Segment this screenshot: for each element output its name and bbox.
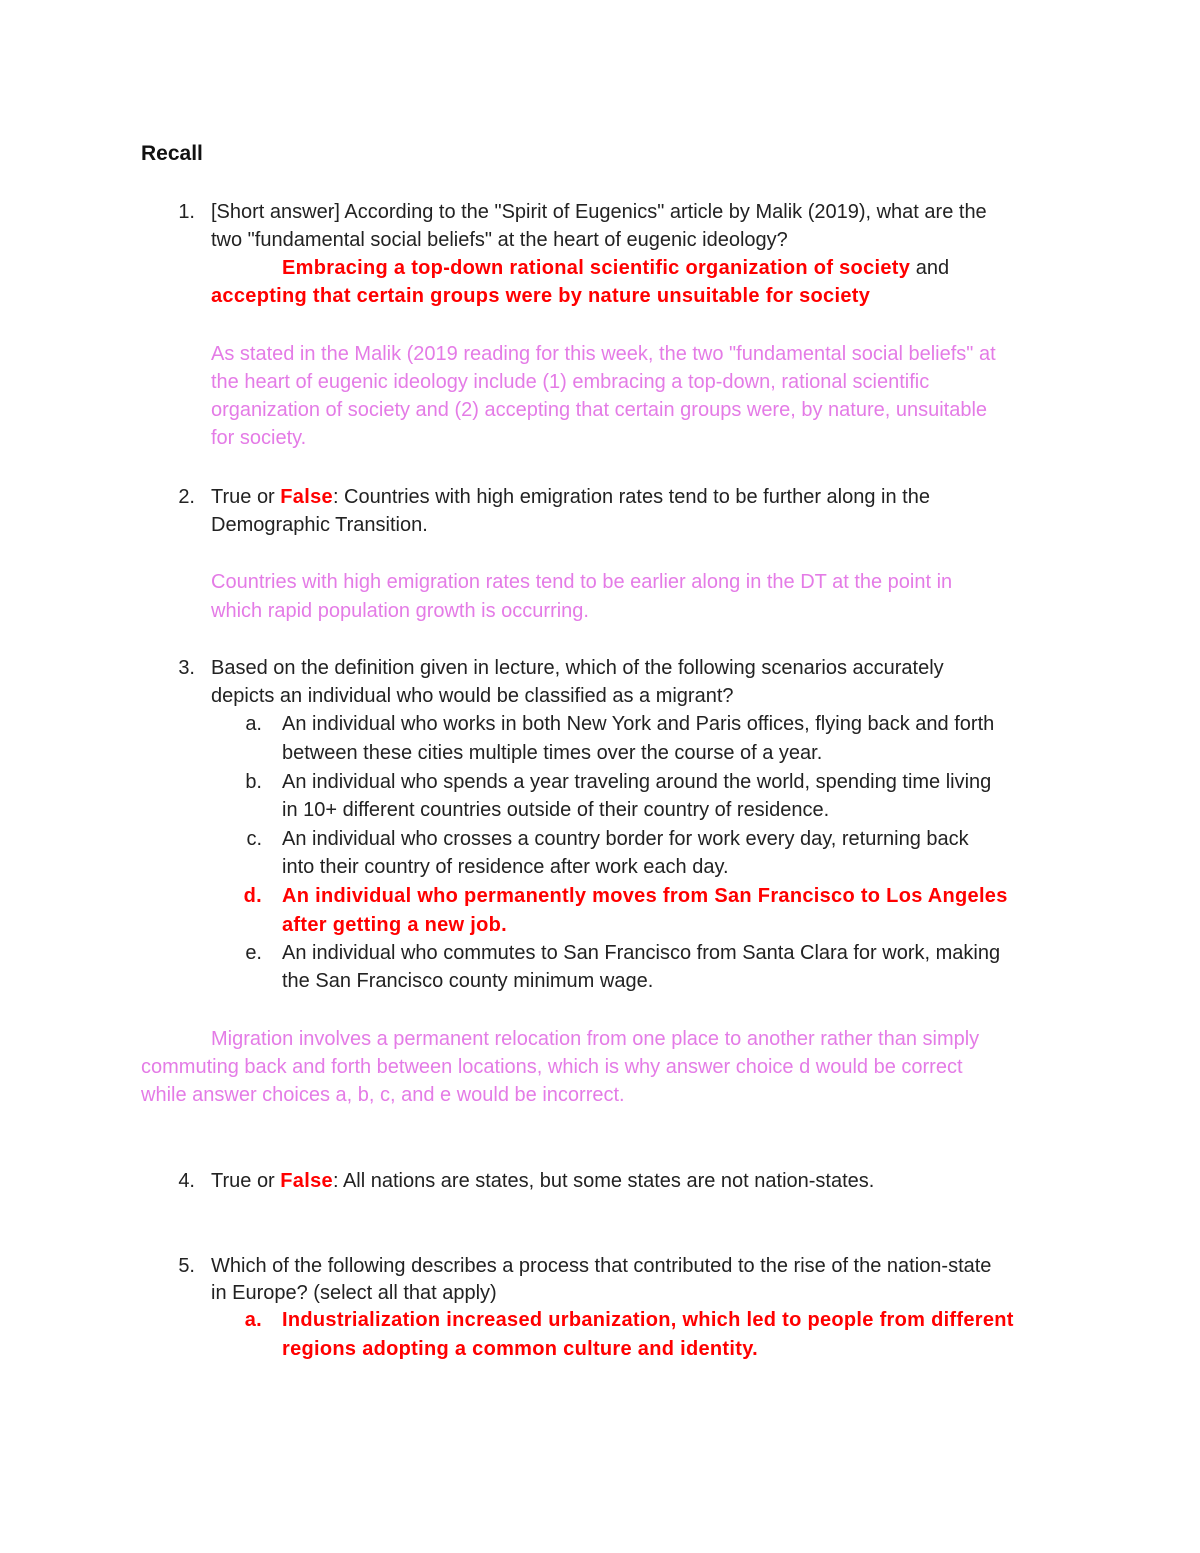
q1-explanation-line3: organization of society and (2) accepting that certain groups were, by nature, unsuitable [211,399,988,421]
q3-explanation-line2: commuting back and forth between locations, which is why answer choice d would be correct [141,1056,963,1078]
q1-number: 1. [178,201,195,223]
q2-text-line1 [211,483,930,511]
q5-text-line1: Which of the following describes a process that contributed to the rise of the nation-state [211,1255,992,1277]
q3-option-b-letter: b. [245,771,262,793]
q1-explanation-line1: As stated in the Malik (2019 reading for this week, the two "fundamental social beliefs" at [211,343,996,365]
q3-explanation-line1: Migration involves a permanent relocation from one place to another rather than simply [211,1028,980,1050]
q3-option-a-letter: a. [245,713,262,735]
q1-text-line2: two "fundamental social beliefs" at the heart of eugenic ideology? [211,229,788,251]
q4-text-line1 [211,1167,874,1195]
q5-option-a-letter: a. [244,1309,262,1331]
q2-number: 2. [178,486,195,508]
q1-answer-part1: Embracing a top-down rational scientific organization of society [282,257,911,279]
q3-option-a-line2: between these cities multiple times over the course of a year. [282,742,823,764]
q3-option-b-line2: in 10+ different countries outside of their country of residence. [282,799,830,821]
q4-number: 4. [178,1170,195,1192]
q1-answer-line1 [282,254,949,282]
q3-option-a-line1: An individual who works in both New York and Paris offices, flying back and forth [282,713,995,735]
q2-text-line2: Demographic Transition. [211,514,428,536]
q2-answer: False [280,486,333,508]
q2-statement: : Countries with high emigration rates tend to be further along in the [332,486,930,508]
q3-text-line2: depicts an individual who would be classified as a migrant? [211,685,734,707]
section-heading: Recall [141,142,203,165]
q2-explanation-line1: Countries with high emigration rates tend to be earlier along in the DT at the point in [211,571,953,593]
q3-option-e-letter: e. [245,942,262,964]
q3-text-line1: Based on the definition given in lecture, which of the following scenarios accurately [211,657,944,679]
q2-explanation-line2: which rapid population growth is occurring. [211,600,589,622]
q5-option-a-line2: regions adopting a common culture and identity. [282,1338,758,1360]
q3-option-b-line1: An individual who spends a year traveling around the world, spending time living [282,771,992,793]
q3-option-e-line2: the San Francisco county minimum wage. [282,970,654,992]
q1-explanation-line2: the heart of eugenic ideology include (1) embracing a top-down, rational scientific [211,371,930,393]
q3-number: 3. [178,657,195,679]
q5-number: 5. [178,1255,195,1277]
q1-answer-line2: accepting that certain groups were by nature unsuitable for society [211,285,871,307]
q4-answer: False [280,1170,333,1192]
q4-prefix: True or [211,1170,281,1192]
q1-text-line1: [Short answer] According to the "Spirit of Eugenics" article by Malik (2019), what are the [211,201,987,223]
q3-option-d-line1: An individual who permanently moves from San Francisco to Los Angeles [282,885,1008,907]
q2-prefix: True or [211,486,281,508]
q5-text-line2: in Europe? (select all that apply) [211,1282,497,1304]
q5-option-a-line1: Industrialization increased urbanization, which led to people from different [282,1309,1014,1331]
q3-explanation-line3: while answer choices a, b, c, and e would be incorrect. [141,1084,625,1106]
q3-option-e-line1: An individual who commutes to San Francisco from Santa Clara for work, making [282,942,1001,964]
q3-option-d-line2: after getting a new job. [282,914,507,936]
q4-statement: : All nations are states, but some states are not nation-states. [332,1170,875,1192]
q1-answer-and: and [910,257,950,279]
q3-option-c-line2: into their country of residence after work each day. [282,856,729,878]
q3-option-d-letter: d. [243,885,262,907]
q3-option-c-line1: An individual who crosses a country border for work every day, returning back [282,828,969,850]
q1-explanation-line4: for society. [211,427,307,449]
q3-option-c-letter: c. [246,828,262,850]
